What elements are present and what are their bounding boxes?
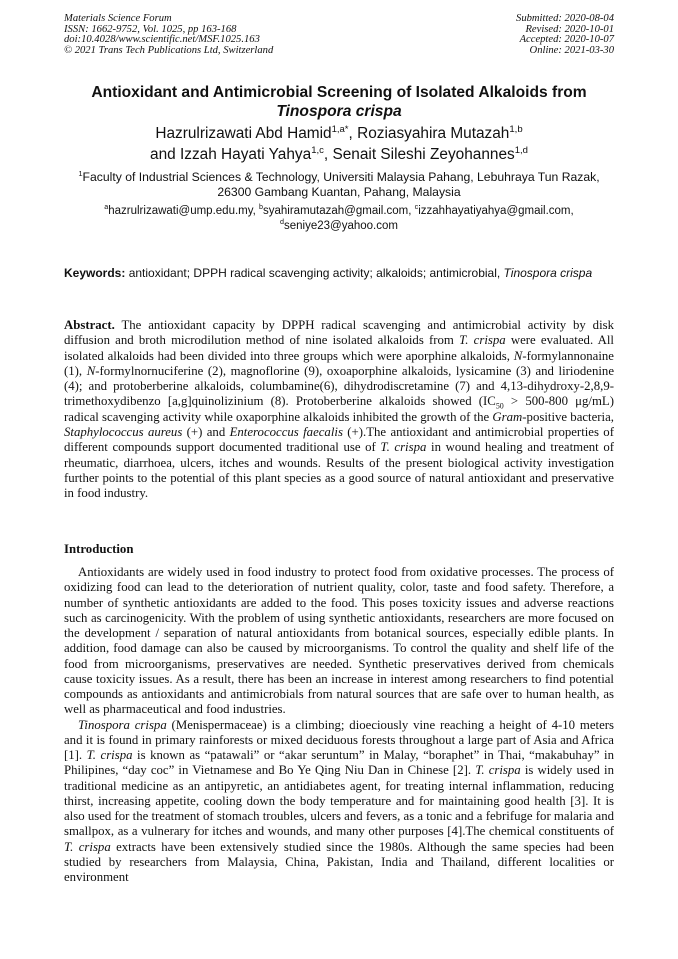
journal-info	[64, 14, 273, 56]
intro-paragraph-1: Antioxidants are widely used in food industry to protect food from oxidative processes. The process of oxidizing food can lead to the deterioration of nutrient quality, color, taste and food safety. Therefore, a number of synthetic antioxidants are added to the food. This poses toxicity issues and adverse reactions such as carcinogenicity. With the problem of using synthetic antioxidants, researchers are more focused on the development / separation of natural antioxidants from botanical sources, especially edible plants. In addition, food damage can also be caused by microorganisms. To control the quality and shelf life of the food from microorganisms, preservatives are needed. Synthetic preservatives derived from chemicals cause toxicity issues. As a result, there has been an increase in interest among researchers to find potential compounds as antioxidants and antimicrobials from natural sources that are safe over to human health, as well as pharmaceutical and food industries.	[64, 565, 614, 717]
author-affil-mark: 1,a*	[331, 123, 349, 135]
author-name: Izzah Hayati Yahya	[180, 146, 312, 163]
abstract-italic: T. crispa	[380, 440, 427, 455]
abstract-italic: N	[86, 363, 96, 378]
author-separator: ,	[323, 146, 333, 163]
email-b[interactable]: syahiramutazah@gmail.com,	[263, 205, 415, 217]
intro-italic: T. crispa	[86, 748, 133, 762]
abstract-text: in wound healing and treatment of rheumatic, diarrhoea, ulcers, itches and wounds. Results of the present biological activity investigation further points to the potential of this plant species as a good source of natural antioxidant and preservative in food industry.	[64, 440, 615, 501]
keywords-label: Keywords:	[64, 266, 126, 280]
author-affil-mark: 1,b	[509, 123, 523, 135]
email-mark: c	[414, 203, 419, 212]
abstract-text: -formylannonaine (1),	[64, 348, 614, 378]
author-separator: and	[150, 146, 180, 163]
author-affil-mark: 1,d	[514, 144, 528, 156]
intro-paragraph-2	[64, 718, 614, 886]
abstract-text: -formylnornuciferine (2), magnoflorine (9), oxoaporphine alkaloids, lysicamine (3) and liriodenine (4); and protoberberine alkaloids, columbamine(6), dihydrodiscretamine (7) and 4,13-dihydroxy-2,8,9-trimethoxydibenzo [a,g]quinolizinium (8). Protoberberine alkaloids showed (IC	[64, 363, 614, 409]
affiliation-text: Faculty of Industrial Sciences & Technology, Universiti Malaysia Pahang, Lebuhraya Tun Razak,	[82, 170, 600, 184]
intro-text: (Menispermaceae) is a climbing; dioeciously vine reaching a height of 4-10 meters and it is found in primary rainforests or mixed deciduous forests throughout a large part of Asia and Africa [1].	[64, 717, 614, 762]
author-line-2	[64, 144, 614, 165]
intro-text: extracts have been extensively studied since the 1980s. Although the same species had been studied by researchers from Malaysia, China, Pakistan, India and Thailand, different localities or environment	[64, 839, 615, 884]
journal-issn: ISSN: 1662-9752, Vol. 1025, pp 163-168	[64, 23, 237, 35]
paper-title	[64, 83, 614, 121]
abstract-text: -positive bacteria,	[522, 409, 614, 424]
author-list	[64, 123, 614, 165]
abstract-text: (+) and	[182, 425, 230, 440]
author-name: Senait Sileshi Zeyohannes	[332, 146, 515, 163]
email-d[interactable]: seniye23@yahoo.com	[284, 220, 398, 232]
abstract-italic: Gram	[492, 409, 523, 424]
introduction-body	[64, 565, 614, 885]
journal-name: Materials Science Forum	[64, 13, 172, 24]
email-c[interactable]: izzahhayatiyahya@gmail.com,	[418, 205, 574, 217]
title-main: Antioxidant and Antimicrobial Screening of Isolated Alkaloids from	[91, 84, 587, 101]
affiliation	[64, 170, 614, 200]
abstract-subscript: 50	[495, 402, 504, 412]
date-accepted: Accepted: 2020-10-07	[519, 34, 614, 46]
journal-copyright: © 2021 Trans Tech Publications Ltd, Switzerland	[64, 44, 274, 56]
abstract-italic: T. crispa	[459, 333, 506, 348]
affiliation-mark: 1	[78, 168, 83, 178]
abstract-text: were evaluated. All isolated alkaloids had been divided into three groups which were aporphine alkaloids,	[64, 333, 614, 363]
keywords	[64, 266, 614, 281]
date-submitted: Submitted: 2020-08-04	[516, 13, 614, 24]
abstract-text: (+).The antioxidant and antimicrobial properties of different compounds support documented traditional use of	[64, 425, 614, 455]
article-dates	[516, 14, 614, 56]
abstract-label: Abstract.	[64, 318, 115, 332]
keywords-text: antioxidant; DPPH radical scavenging activity; alkaloids; antimicrobial,	[125, 266, 504, 280]
email-mark: d	[280, 218, 284, 227]
abstract	[64, 318, 614, 502]
abstract-text: The antioxidant capacity by DPPH radical scavenging and antimicrobial activity by disk diffusion and broth microdilution method of nine isolated alkaloids from	[64, 318, 614, 348]
section-heading-introduction: Introduction	[64, 542, 134, 556]
affiliation-line-1	[64, 170, 614, 185]
author-name: Hazrulrizawati Abd Hamid	[155, 125, 332, 142]
email-line-1	[64, 204, 614, 219]
author-name: Roziasyahira Mutazah	[357, 125, 510, 142]
intro-italic: T. crispa	[475, 763, 521, 778]
keywords-species: Tinospora crispa	[503, 266, 593, 280]
date-revised: Revised: 2020-10-01	[525, 23, 614, 35]
date-online: Online: 2021-03-30	[529, 44, 614, 56]
intro-italic: Tinospora crispa	[78, 717, 167, 732]
email-line-2	[64, 219, 614, 234]
email-mark: b	[259, 203, 263, 212]
affiliation-line-2: 26300 Gambang Kuantan, Pahang, Malaysia	[217, 185, 461, 199]
email-mark: a	[104, 203, 109, 212]
intro-text: is known as “patawali” or “akar seruntum” in Malay, “boraphet” in Thai, “makabuhay” in Philipines, “day coc” in Vietnamese and Bo Ye Qing Niu Dan in Chinese [2].	[64, 748, 614, 778]
email-list	[64, 204, 614, 234]
author-separator: ,	[348, 125, 358, 142]
abstract-italic: Enterococcus faecalis	[229, 425, 343, 440]
abstract-italic: N	[513, 348, 523, 363]
intro-italic: T. crispa	[64, 839, 111, 854]
email-a[interactable]: hazrulrizawati@ump.edu.my,	[108, 205, 260, 217]
intro-text: is widely used in traditional medicine as an antipyretic, an antidiabetes agent, for treating internal inflammation, reducing thirst, increasing appetite, cooling down the body temperature and for maintaining good health [3]. It is also used for the treatment of stomach troubles, ulcers and fevers, as a tonic and a febrifuge for malaria and smallpox, as a vulnerary for itches and wounds, and many other purposes [4].The chemical constituents of	[64, 763, 615, 839]
title-species: Tinospora crispa	[276, 103, 402, 120]
author-line-1	[64, 123, 614, 144]
abstract-text: > 500-800 μg/mL) radical scavenging activity while oxaporphine alkaloids inhibited the growth of the	[64, 394, 614, 424]
abstract-italic: Staphylococcus aureus	[64, 425, 183, 440]
journal-doi[interactable]: doi:10.4028/www.scientific.net/MSF.1025.163	[64, 34, 260, 46]
author-affil-mark: 1,c	[311, 144, 324, 156]
